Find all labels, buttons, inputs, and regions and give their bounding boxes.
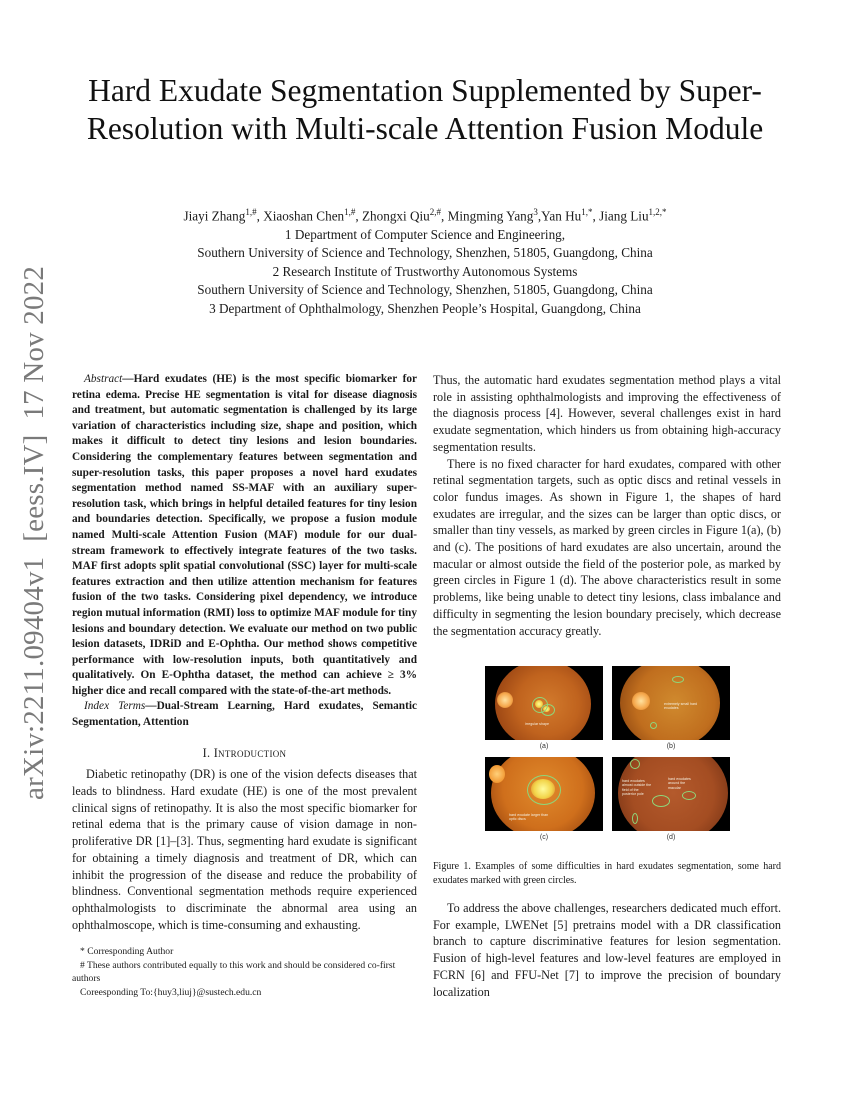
index-terms-text: —Dual-Stream Learning, Hard exudates, Semantic Segmentation, Attention xyxy=(72,700,418,729)
left-column xyxy=(72,372,417,933)
author-affiliation-mark: 1,2,* xyxy=(648,207,667,217)
panel-annotation: hard exudates almost outside the field of the posterior pole xyxy=(622,779,652,797)
panel-annotation: extremely small hard exudates xyxy=(664,702,698,711)
section-number: I. xyxy=(202,745,211,760)
affiliation-line: Southern University of Science and Technology, Shenzhen, 51805, Guangdong, China xyxy=(197,245,653,261)
author-name: Jiang Liu xyxy=(599,208,649,224)
author-name: Zhongxi Qiu xyxy=(362,208,430,224)
panel-annotation: irregular shape xyxy=(525,722,549,726)
body-paragraph: There is no fixed character for hard exudates, compared with other retinal segmentation targets, such as optic discs and retinal vessels in color fundus images. As shown in Figure 1, the shapes of hard exudates are irregular, and the sizes can be larger than optic discs, or smaller than tiny vessels, as marked by green circles in Figure 1(a), (b) and (c). The positions of hard exudates are also uncertain, around the macular or almost outside the field of the posterior pole, as marked by green circles in Figure 1 (d). The above characteristics result in some problems, like being unable to detect tiny lesions, class imbalance and difficulty in segmenting the lesion boundary precisely, which decrease the segmentation accuracy greatly. xyxy=(433,456,781,638)
author-name: Xiaoshan Chen xyxy=(263,208,345,224)
body-paragraph: Thus, the automatic hard exudates segmentation method plays a vital role in assisting ophthalmologists and improving the effectiveness of the diagnosis process [4]. However, several challenges exist in hard exudate segmentation, which hinders us from obtaining high-accuracy segmentation results. xyxy=(433,373,781,454)
affiliation-line: 3 Department of Ophthalmology, Shenzhen People’s Hospital, Guangdong, China xyxy=(209,300,641,316)
figure-panel-c xyxy=(485,757,603,841)
right-column xyxy=(433,372,781,639)
arxiv-identifier-stamp: arXiv:2211.09404v1 [eess.IV] 17 Nov 2022 xyxy=(18,265,50,800)
right-column-continued xyxy=(433,900,781,1000)
body-paragraph: Diabetic retinopathy (DR) is one of the vision defects diseases that leads to blindness. Hard exudate (HE) is one of the most prevalent clinical signs of retinopathy. It is also the most specific biomarker for retinal edema that is the primary cause of vision damage in non-proliferative DR [1]–[3]. Thus, segmenting hard exudate is significant for obtaining a timely diagnosis and treatment of DR, which can inhibit the progression of the disease and reduce the probability of blindness. Conventional segmentation methods require experienced ophthalmologists to discriminate the abnormal area using an ophthalmoscope, which is time-consuming and exhausting. xyxy=(72,767,417,932)
panel-annotation: hard exudate larger than optic discs xyxy=(509,813,549,822)
author-list: Jiayi Zhang$^{1,\#}$, Xiaoshan Chen$^{1,\#}$, Zhongxi Qiu$^{2,\#}$, Mingming Yang$^3$,Yan $Hu^{1,*}$, Jiang Liu$^{1,2,*}$ xyxy=(183,207,667,224)
paper-title: Hard Exudate Segmentation Supplemented by Super-Resolution with Multi-scale Attention Fusion Module xyxy=(86,73,764,146)
affiliation-line: 1 Department of Computer Science and Engineering, xyxy=(284,226,566,242)
figure-panel-b xyxy=(612,666,730,750)
fundus-image xyxy=(612,757,730,831)
body-paragraph: To address the above challenges, researchers dedicated much effort. For example, LWENet [5] pretrains model with a DR classification branch to capture discriminative features for lesion segmentation. Fusion of high-level features and low-level features are employed in FCRN [6] and FFU-Net [7] to improve the precision of boundary localization xyxy=(433,901,781,999)
author-name: Jiayi Zhang xyxy=(183,208,246,224)
section-title: Introduction xyxy=(213,745,287,760)
figure-panel-d xyxy=(612,757,730,841)
affiliation-line: Southern University of Science and Technology, Shenzhen, 51805, Guangdong, China xyxy=(197,282,653,298)
panel-label: (a) xyxy=(539,743,549,750)
abstract-label: Abstract xyxy=(84,373,123,385)
author-affiliation-mark: 1,* xyxy=(581,207,593,217)
author-affiliation-mark: 1,# xyxy=(344,207,356,217)
abstract xyxy=(72,372,417,699)
abstract-text: —Hard exudates (HE) is the most specific biomarker for retina edema. Precise HE segmentation is vital for disease diagnosis and treatment, but automatic segmentation is challenged by its large variation of characteristics including size, shape and position, which makes it difficult to detect tiny lesions and lesion boundaries. Considering the complementary features between segmentation and super-resolution tasks, this paper proposes a novel hard exudates segmentation method named SS-MAF with an auxiliary super-resolution task, which brings in helpful detailed features for tiny lesion and boundaries detection. Specifically, we propose a fusion module named Multi-scale Attention Fusion (MAF) module for our dual-stream framework to effectively integrate features of the two tasks. MAF first adopts split spatial convolutional (SSC) layer for multi-scale features extraction and then utilize attention mechanism for features fusion of the two tasks. Considering pixel dependency, we introduce region mutual information (RMI) loss to optimize MAF module for tiny lesions and boundary detection. We evaluate our method on two public lesion datasets, IDRiD and E-Ophtha. Our method shows competitive performance with low-resolution inputs, both quantitatively and qualitatively. On E-Ophtha dataset, the method can achieve ≥ 3% higher dice and recall compared with the state-of-the-art methods. xyxy=(72,373,417,697)
footnotes xyxy=(72,945,417,999)
author-block xyxy=(100,203,750,318)
panel-label: (c) xyxy=(539,834,549,841)
fundus-image xyxy=(485,666,603,740)
figure-panel-a xyxy=(485,666,603,750)
fundus-image xyxy=(485,757,603,831)
index-terms-label: Index Terms xyxy=(84,700,146,713)
section-heading-introduction xyxy=(72,745,417,762)
footnote-co-first: # These authors contributed equally to this work and should be considered co-first authors xyxy=(72,959,396,985)
panel-label: (b) xyxy=(666,743,676,750)
panel-label: (d) xyxy=(666,834,676,841)
figure-1 xyxy=(485,666,735,846)
author-name: Yan Hu xyxy=(541,208,582,224)
author-affiliation-mark: 1,# xyxy=(245,207,257,217)
affiliation-line: 2 Research Institute of Trustworthy Autonomous Systems xyxy=(272,263,578,279)
footnote-corresponding: * Corresponding Author xyxy=(80,946,174,957)
footnote-contact: Coreesponding To:{huy3,liuj}@sustech.edu.cn xyxy=(80,986,262,998)
author-affiliation-mark: 2,# xyxy=(429,207,442,217)
author-affiliation-mark: 3 xyxy=(533,207,538,217)
author-name: Mingming Yang xyxy=(447,208,534,224)
panel-annotation: hard exudates around the macular xyxy=(668,777,691,790)
fundus-image xyxy=(612,666,730,740)
index-terms xyxy=(72,699,417,730)
figure-caption: Figure 1. Examples of some difficulties in hard exudates segmentation, some hard exudates marked with green circles. xyxy=(433,861,781,886)
